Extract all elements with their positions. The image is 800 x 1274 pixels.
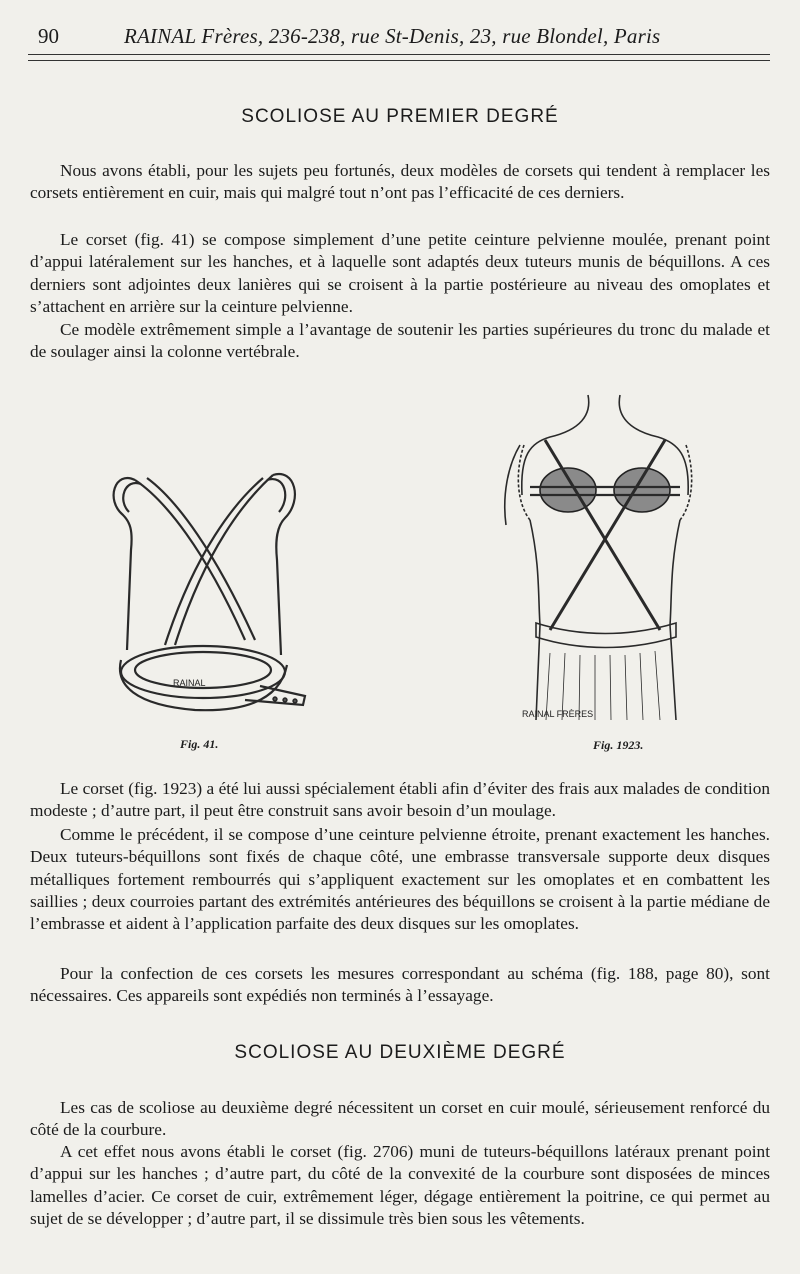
paragraph: A cet effet nous avons établi le corset (fig. 2706) muni de tuteurs-béquillons latéraux prenant point d’appui sur les hanches ; d’autre part, du côté de la convexité de la courbure sont disposées de minces lamelles d’acier. Ce corset de cuir, extrêmement léger, dégage entièrement la poitrine, ce qui permet au sujet de se développer ; d’autre part, il se dissimule très bien sous les vêtements. (30, 1142, 770, 1228)
corset-brace-illustration (95, 460, 310, 720)
paragraph: Le corset (fig. 41) se compose simplement d’une petite ceinture pelvienne moulée, prenant point d’appui latéralement sur les hanches, et à laquelle sont adaptés deux tuteurs munis de béquillons. A ces derniers sont adjointes deux lanières qui se croisent à la partie postérieure au niveau des omoplates et s’attachent en arrière sur la ceinture pelvienne. (30, 230, 770, 316)
paragraph: Comme le précédent, il se compose d’une ceinture pelvienne étroite, prenant exactement les hanches. Deux tuteurs-béquillons sont fixés de chaque côté, une embrasse transversale supporte deux disques métalliques fortement rembourrés qui s’appliquent exactement sur les omoplates et en combattent les saillies ; deux courroies partant des extrémités antérieures des béquillons se croisent à la partie médiane de l’embrasse et aident à l’application parfaite des deux disques sur les omoplates. (30, 825, 770, 934)
page-number: 90 (38, 24, 59, 48)
paragraph: Ce modèle extrêmement simple a l’avantage de soutenir les parties supérieures du tronc du malade et de soulager ainsi la colonne vertébrale. (30, 320, 770, 362)
section-title-deuxieme-degre: SCOLIOSE AU DEUXIÈME DEGRÉ (234, 1042, 566, 1063)
paragraph: Nous avons établi, pour les sujets peu fortunés, deux modèles de corsets qui tendent à remplacer les corsets entièrement en cuir, mais qui malgré tout n’ont pas l’efficacité de ces derniers. (30, 161, 770, 203)
fig1923-engraved-label: RAINAL FRÈRES (522, 709, 594, 719)
figure-caption-41: Fig. 41. (180, 737, 219, 751)
figure-caption-1923: Fig. 1923. (593, 738, 644, 752)
paragraph: Pour la confection de ces corsets les mesures correspondant au schéma (fig. 188, page 80), sont nécessaires. Ces appareils sont expédiés non terminés à l’essayage. (30, 964, 770, 1006)
fig41-engraved-label: RAINAL (173, 678, 206, 688)
paragraph: Le corset (fig. 1923) a été lui aussi spécialement établi afin d’éviter des frais aux malades de condition modeste ; d’autre part, il peut être construit sans avoir besoin d’un moulage. (30, 779, 770, 821)
header-rule-thin (28, 60, 770, 61)
paragraph: Les cas de scoliose au deuxième degré nécessitent un corset en cuir moulé, sérieusement renforcé du côté de la courbure. (30, 1098, 770, 1140)
running-header (28, 18, 770, 54)
header-rule (28, 54, 770, 55)
section-title-premier-degre: SCOLIOSE AU PREMIER DEGRÉ (241, 106, 559, 127)
running-title: RAINAL Frères, 236-238, rue St-Denis, 23, rue Blondel, Paris (124, 24, 661, 48)
corset-mannequin-illustration (500, 385, 710, 730)
